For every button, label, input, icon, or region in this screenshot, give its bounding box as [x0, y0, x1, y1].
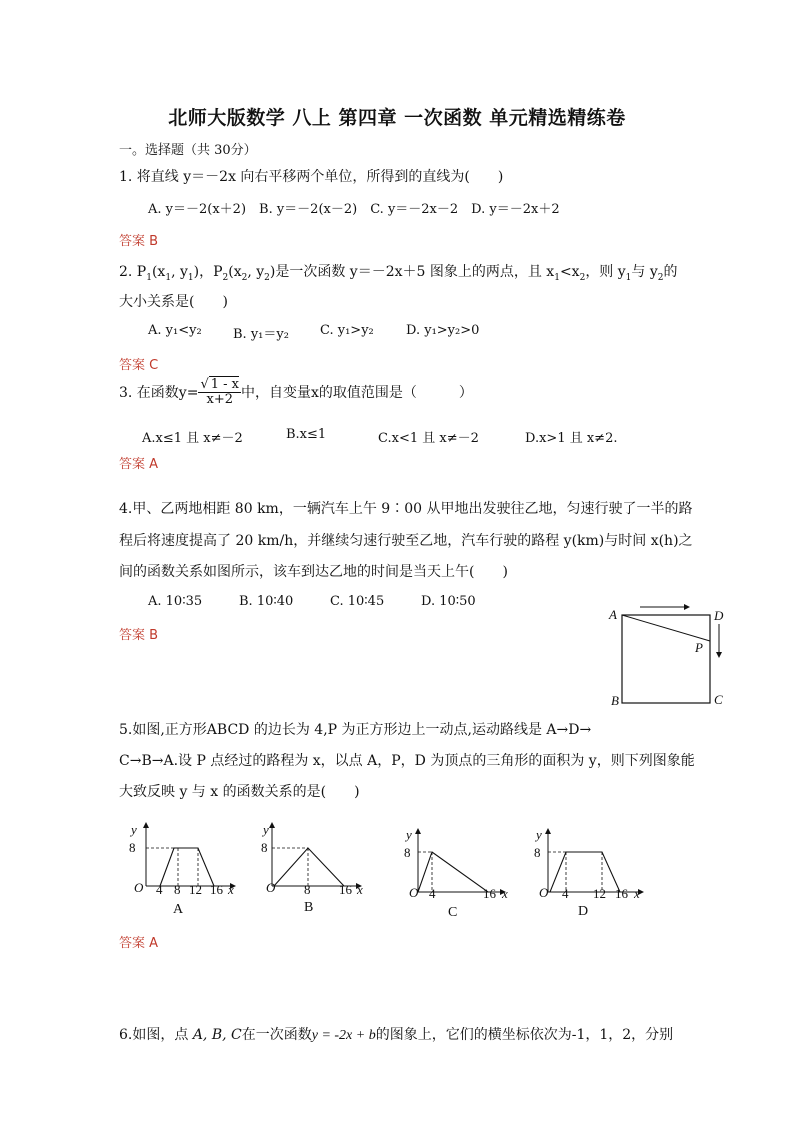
- q3-option-a: A.x≤1 且 x≠－2: [142, 431, 243, 446]
- q2-option-c: C. y₁>y₂: [320, 323, 374, 338]
- graph-b-tick-8: 8: [304, 882, 311, 897]
- label-a: A: [609, 607, 617, 622]
- graph-d-name: D: [578, 904, 589, 919]
- graph-c-tick-4: 4: [429, 886, 436, 901]
- graph-b-origin: O: [266, 880, 276, 895]
- graph-c-origin: O: [409, 885, 419, 900]
- graph-a-y-axis-label: y: [131, 822, 137, 837]
- graph-a-tick-16: 16: [210, 882, 223, 897]
- graph-c-ymax: 8: [404, 845, 411, 860]
- label-c: C: [714, 692, 723, 707]
- q2-stem: 2. $P_1(x_1$, $y_1$)，$P_2(x_2$, $y_2$)是一次函数 y＝－2x＋5 图象上的两点，且 $x_1<x_2$，则 $y_1$与 $y_2$的: [119, 264, 678, 283]
- square-figure: [600, 600, 730, 710]
- q3-stem: 3. 在函数y= $\frac{√ 1 - x}{x+2}$ 中，自变量x的取值范围是（ ）: [119, 377, 473, 408]
- graph-c: [404, 828, 514, 900]
- section-heading: 一。选择题（共 30分）: [119, 143, 257, 158]
- q6-formula: y = -2x + b: [311, 1028, 376, 1043]
- arrow-top-head: [684, 604, 690, 610]
- q4-line1: 4.甲、乙两地相距 80 km，一辆汽车上午 9∶00 从甲地出发驶往乙地，匀速行驶了一半的路: [119, 501, 693, 517]
- q3-option-b: B.x≤1: [286, 427, 327, 442]
- graph-b-name: B: [304, 900, 314, 915]
- graph-b-x-axis-label: x: [357, 882, 363, 897]
- q4-option-d: D. 10∶50: [421, 594, 476, 609]
- q3-option-d: D.x>1 且 x≠2.: [525, 431, 618, 446]
- graph-a-tick-12: 12: [189, 882, 202, 897]
- graph-b-tick-16: 16: [339, 882, 352, 897]
- graph-c-x-axis-label: x: [502, 886, 508, 901]
- q4-line3: 间的函数关系如图所示，该车到达乙地的时间是当天上午( ): [119, 564, 508, 580]
- graph-d-ymax: 8: [534, 845, 541, 860]
- graph-a-tick-4: 4: [156, 882, 163, 897]
- graph-a-ymax: 8: [129, 840, 136, 855]
- label-p: P: [695, 640, 703, 655]
- q2-answer: 答案 C: [119, 358, 159, 373]
- graph-d-tick-4: 4: [562, 886, 569, 901]
- q2-option-d: D. y₁>y₂>0: [406, 323, 480, 338]
- q5-line1: 5.如图,正方形ABCD 的边长为 4,P 为正方形边上一动点,运动路线是 A→D→: [119, 722, 592, 738]
- q6-stem: 6.如图，点 A, B, C在一次函数y = -2x + b的图象上，它们的横坐标依次为-1，1，2，分别: [119, 1027, 674, 1043]
- page-title: 北师大版数学 八上 第四章 一次函数 单元精选精练卷: [168, 107, 626, 129]
- graph-a-name: A: [173, 902, 184, 917]
- q2-option-b: B. y₁＝y₂: [233, 327, 289, 342]
- q1-options: A. y＝－2(x＋2) B. y＝－2(x－2) C. y＝－2x－2 D. y＝－2x＋2: [148, 202, 560, 217]
- q1-answer: 答案 B: [119, 234, 159, 249]
- q2-stem-line2: 大小关系是( ): [119, 294, 228, 310]
- graph-b-ymax: 8: [261, 840, 268, 855]
- arrow-right-head: [716, 652, 722, 658]
- q4-option-b: B. 10∶40: [239, 594, 294, 609]
- graph-b-y-axis-label: y: [263, 822, 269, 837]
- q3-option-c: C.x<1 且 x≠－2: [378, 431, 479, 446]
- label-d: D: [714, 608, 724, 623]
- graph-b: [262, 822, 372, 894]
- q4-option-a: A. 10∶35: [148, 594, 203, 609]
- graph-d-origin: O: [539, 885, 549, 900]
- graph-d-x-axis-label: x: [634, 886, 640, 901]
- q3-fraction: $\frac{√ 1 - x}{x+2}$: [200, 377, 240, 408]
- graph-d-y-axis-label: y: [536, 827, 542, 842]
- q4-option-c: C. 10∶45: [330, 594, 385, 609]
- q4-answer: 答案 B: [119, 628, 159, 643]
- graph-c-y-axis-label: y: [406, 827, 412, 842]
- q3-answer: 答案 A: [119, 457, 159, 472]
- q6-points: A, B, C: [192, 1027, 242, 1043]
- graph-a-origin: O: [134, 880, 144, 895]
- graph-d-tick-12: 12: [593, 886, 606, 901]
- graph-a-tick-8: 8: [174, 882, 181, 897]
- graph-d-tick-16: 16: [615, 886, 628, 901]
- q1-stem: 1. 将直线 y＝－2x 向右平移两个单位，所得到的直线为( ): [119, 169, 504, 185]
- q5-line2: C→B→A.设 P 点经过的路程为 x，以点 A，P，D 为顶点的三角形的面积为 y，则下列图象能: [119, 753, 695, 769]
- q2-option-a: A. y₁<y₂: [148, 323, 202, 338]
- label-b: B: [611, 693, 619, 708]
- segment-ap: [622, 615, 710, 641]
- q4-line2: 程后将速度提高了 20 km/h，并继续匀速行驶至乙地，汽车行驶的路程 y(km)与时间 x(h)之: [119, 533, 693, 549]
- graph-a: [130, 822, 240, 894]
- graph-c-name: C: [448, 905, 458, 920]
- q5-answer: 答案 A: [119, 936, 159, 951]
- q5-line3: 大致反映 y 与 x 的函数关系的是( ): [119, 784, 360, 800]
- graph-a-x-axis-label: x: [228, 882, 234, 897]
- graph-c-tick-16: 16: [483, 886, 496, 901]
